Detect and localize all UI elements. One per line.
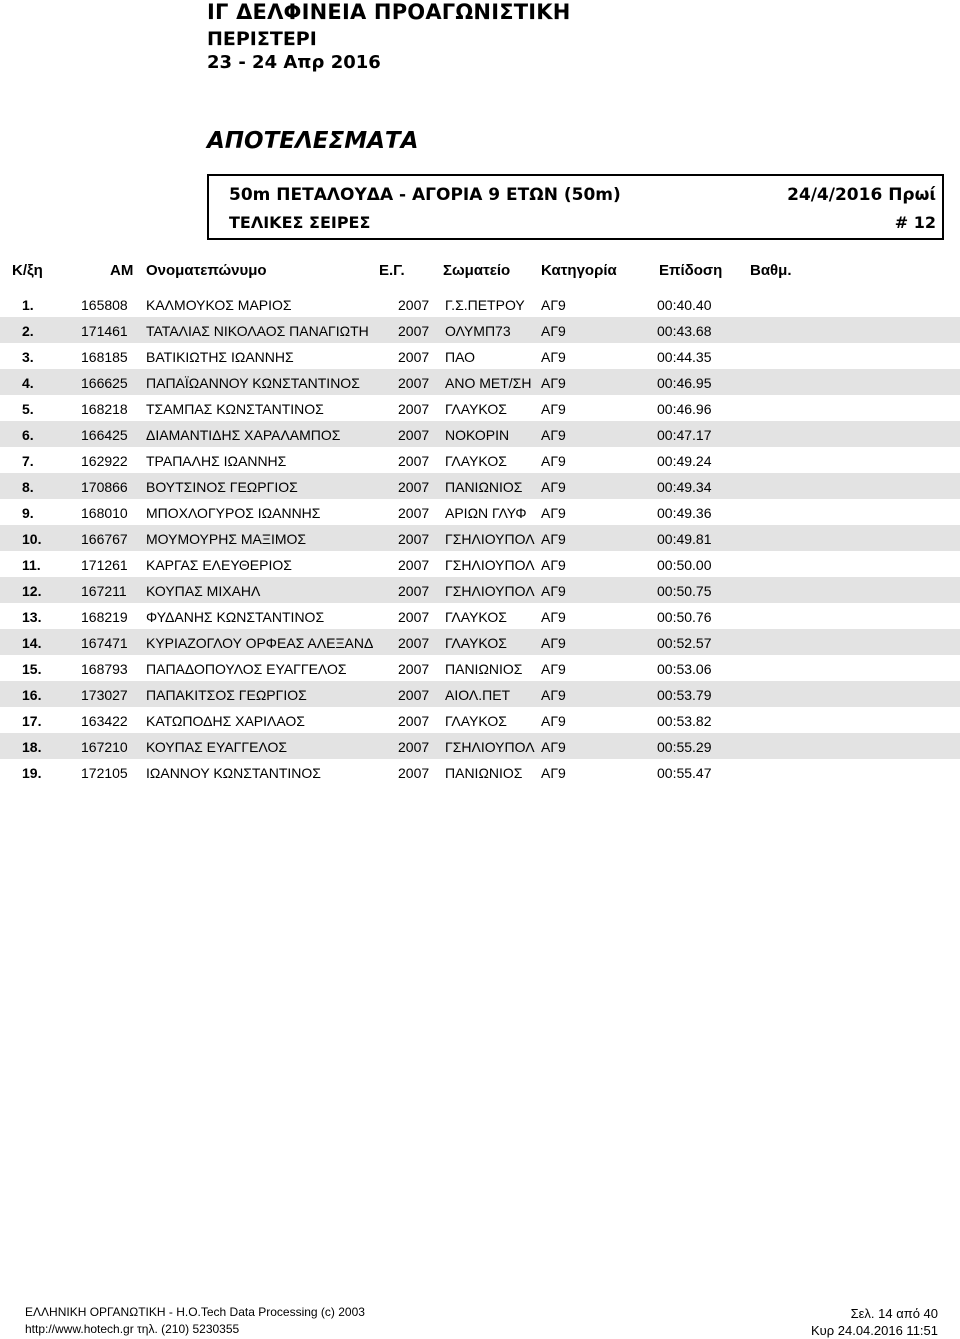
result-time: 00:52.57 [657,635,712,651]
club-name: ΓΛΑΥΚΟΣ [445,609,507,625]
birth-year: 2007 [398,297,430,313]
club-name: ΓΣΗΛΙΟΥΠΟΛ [445,739,535,755]
category: ΑΓ9 [541,479,566,495]
category: ΑΓ9 [541,713,566,729]
birth-year: 2007 [398,765,430,781]
category: ΑΓ9 [541,583,566,599]
athlete-id: 168218 [81,401,128,417]
birth-year: 2007 [398,687,430,703]
category: ΑΓ9 [541,401,566,417]
athlete-id: 166625 [81,375,128,391]
result-position: 7. [22,453,34,469]
athlete-id: 168793 [81,661,128,677]
birth-year: 2007 [398,583,430,599]
birth-year: 2007 [398,349,430,365]
birth-year: 2007 [398,531,430,547]
result-time: 00:46.95 [657,375,712,391]
result-position: 15. [22,661,42,677]
athlete-name: ΜΠΟΧΛΟΓΥΡΟΣ ΙΩΑΝΝΗΣ [146,505,321,521]
category: ΑΓ9 [541,297,566,313]
club-name: ΑΡΙΩΝ ΓΛΥΦ [445,505,527,521]
club-name: ΓΛΑΥΚΟΣ [445,401,507,417]
club-name: ΓΣΗΛΙΟΥΠΟΛ [445,583,535,599]
result-time: 00:55.29 [657,739,712,755]
birth-year: 2007 [398,635,430,651]
athlete-name: ΠΑΠΑΪΩΑΝΝΟΥ ΚΩΝΣΤΑΝΤΙΝΟΣ [146,375,360,391]
result-time: 00:50.75 [657,583,712,599]
birth-year: 2007 [398,427,430,443]
athlete-name: ΤΣΑΜΠΑΣ ΚΩΝΣΤΑΝΤΙΝΟΣ [146,401,324,417]
result-position: 16. [22,687,42,703]
table-row [0,525,960,551]
athlete-id: 172105 [81,765,128,781]
footer-org: ΕΛΛΗΝΙΚΗ ΟΡΓΑΝΩΤΙΚΗ - Η.Ο.Tech Data Processing (c) 2003 [25,1305,365,1319]
athlete-name: ΚΥΡΙΑΖΟΓΛΟΥ ΟΡΦΕΑΣ ΑΛΕΞΑΝΔ [146,635,374,651]
club-name: ΓΛΑΥΚΟΣ [445,635,507,651]
category: ΑΓ9 [541,635,566,651]
results-table [0,291,960,785]
athlete-id: 167210 [81,739,128,755]
result-time: 00:50.76 [657,609,712,625]
birth-year: 2007 [398,713,430,729]
table-row [0,603,960,629]
result-time: 00:49.36 [657,505,712,521]
club-name: ΠΑΟ [445,349,476,365]
event-box [207,174,944,240]
category: ΑΓ9 [541,661,566,677]
club-name: ΟΛΥΜΠ73 [445,323,511,339]
athlete-name: ΤΑΤΑΛΙΑΣ ΝΙΚΟΛΑΟΣ ΠΑΝΑΓΙΩΤΗ [146,323,369,339]
col-header-club: Σωματείο [443,262,511,279]
category: ΑΓ9 [541,765,566,781]
table-row [0,395,960,421]
table-row [0,551,960,577]
table-row [0,291,960,317]
result-time: 00:53.82 [657,713,712,729]
birth-year: 2007 [398,557,430,573]
category: ΑΓ9 [541,609,566,625]
result-position: 12. [22,583,42,599]
category: ΑΓ9 [541,427,566,443]
col-header-cat: Κατηγορία [541,262,617,279]
athlete-name: ΜΟΥΜΟΥΡΗΣ ΜΑΞΙΜΟΣ [146,531,307,547]
event-number: # 12 [894,213,936,232]
col-header-name: Ονοματεπώνυμο [146,262,267,279]
birth-year: 2007 [398,739,430,755]
event-title: 50m ΠΕΤΑΛΟΥΔΑ - ΑΓΟΡΙΑ 9 ΕΤΩΝ (50m) [229,185,621,205]
athlete-id: 162922 [81,453,128,469]
birth-year: 2007 [398,479,430,495]
result-time: 00:49.24 [657,453,712,469]
club-name: ΠΑΝΙΩΝΙΟΣ [445,765,523,781]
athlete-name: ΙΩΑΝΝΟΥ ΚΩΝΣΤΑΝΤΙΝΟΣ [146,765,321,781]
category: ΑΓ9 [541,349,566,365]
athlete-id: 166767 [81,531,128,547]
footer-contact: http://www.hotech.gr τηλ. (210) 5230355 [25,1322,240,1336]
table-row [0,577,960,603]
club-name: ΑΝΟ ΜΕΤ/ΣΗ [445,375,532,391]
athlete-name: ΚΟΥΠΑΣ ΜΙΧΑΗΛ [146,583,261,599]
athlete-name: ΚΑΛΜΟΥΚΟΣ ΜΑΡΙΟΣ [146,297,292,313]
athlete-name: ΦΥΔΑΝΗΣ ΚΩΝΣΤΑΝΤΙΝΟΣ [146,609,325,625]
result-time: 00:50.00 [657,557,712,573]
result-time: 00:43.68 [657,323,712,339]
table-row [0,499,960,525]
birth-year: 2007 [398,505,430,521]
result-position: 10. [22,531,42,547]
category: ΑΓ9 [541,453,566,469]
athlete-id: 168010 [81,505,128,521]
result-position: 5. [22,401,34,417]
col-header-pos: Κ/ξη [12,262,43,279]
athlete-id: 167211 [81,583,127,599]
club-name: ΓΣΗΛΙΟΥΠΟΛ [445,531,535,547]
category: ΑΓ9 [541,531,566,547]
result-position: 8. [22,479,34,495]
result-position: 3. [22,349,34,365]
athlete-id: 173027 [81,687,128,703]
athlete-id: 171261 [81,557,128,573]
club-name: ΑΙΟΛ.ΠΕΤ [445,687,511,703]
club-name: ΓΣΗΛΙΟΥΠΟΛ [445,557,535,573]
result-position: 14. [22,635,42,651]
club-name: Γ.Σ.ΠΕΤΡΟΥ [445,297,525,313]
table-row [0,447,960,473]
result-time: 00:53.06 [657,661,712,677]
table-row [0,733,960,759]
result-time: 00:46.96 [657,401,712,417]
meet-dates: 23 - 24 Απρ 2016 [207,52,381,73]
col-header-year: Ε.Γ. [379,262,405,279]
result-time: 00:53.79 [657,687,712,703]
athlete-name: ΚΑΤΩΠΟΔΗΣ ΧΑΡΙΛΑΟΣ [146,713,305,729]
athlete-name: ΒΑΤΙΚΙΩΤΗΣ ΙΩΑΝΝΗΣ [146,349,294,365]
table-row [0,681,960,707]
category: ΑΓ9 [541,323,566,339]
result-time: 00:49.34 [657,479,712,495]
birth-year: 2007 [398,375,430,391]
athlete-id: 167471 [81,635,128,651]
birth-year: 2007 [398,453,430,469]
birth-year: 2007 [398,323,430,339]
result-time: 00:44.35 [657,349,712,365]
result-position: 17. [22,713,42,729]
category: ΑΓ9 [541,739,566,755]
table-row [0,317,960,343]
table-row [0,421,960,447]
result-position: 11. [22,557,41,573]
table-row [0,629,960,655]
table-row [0,473,960,499]
athlete-id: 168185 [81,349,128,365]
category: ΑΓ9 [541,505,566,521]
result-position: 2. [22,323,34,339]
category: ΑΓ9 [541,557,566,573]
athlete-name: ΚΟΥΠΑΣ ΕΥΑΓΓΕΛΟΣ [146,739,288,755]
result-position: 1. [22,297,34,313]
club-name: ΠΑΝΙΩΝΙΟΣ [445,661,523,677]
athlete-name: ΠΑΠΑΚΙΤΣΟΣ ΓΕΩΡΓΙΟΣ [146,687,307,703]
table-row [0,707,960,733]
footer-page: Σελ. 14 από 40 [850,1306,938,1321]
athlete-name: ΤΡΑΠΑΛΗΣ ΙΩΑΝΝΗΣ [146,453,287,469]
birth-year: 2007 [398,401,430,417]
table-row [0,369,960,395]
athlete-id: 165808 [81,297,128,313]
club-name: ΓΛΑΥΚΟΣ [445,713,507,729]
table-row [0,343,960,369]
event-date: 24/4/2016 Πρωί [787,185,936,205]
athlete-id: 168219 [81,609,128,625]
athlete-id: 166425 [81,427,128,443]
result-position: 6. [22,427,34,443]
table-row [0,655,960,681]
result-position: 9. [22,505,34,521]
footer-printed: Κυρ 24.04.2016 11:51 [810,1323,938,1338]
athlete-name: ΒΟΥΤΣΙΝΟΣ ΓΕΩΡΓΙΟΣ [146,479,298,495]
result-position: 18. [22,739,42,755]
result-time: 00:49.81 [657,531,712,547]
athlete-id: 163422 [81,713,128,729]
club-name: ΝΟΚΟΡΙΝ [445,427,510,443]
col-header-points: Βαθμ. [750,262,792,279]
athlete-name: ΚΑΡΓΑΣ ΕΛΕΥΘΕΡΙΟΣ [146,557,292,573]
athlete-name: ΠΑΠΑΔΟΠΟΥΛΟΣ ΕΥΑΓΓΕΛΟΣ [146,661,347,677]
category: ΑΓ9 [541,687,566,703]
result-time: 00:55.47 [657,765,712,781]
club-name: ΠΑΝΙΩΝΙΟΣ [445,479,523,495]
result-position: 19. [22,765,42,781]
birth-year: 2007 [398,609,430,625]
club-name: ΓΛΑΥΚΟΣ [445,453,507,469]
section-title: ΑΠΟΤΕΛΕΣΜΑΤΑ [207,128,419,154]
result-time: 00:40.40 [657,297,712,313]
result-time: 00:47.17 [657,427,712,443]
col-header-time: Επίδοση [659,262,723,279]
athlete-name: ΔΙΑΜΑΝΤΙΔΗΣ ΧΑΡΑΛΑΜΠΟΣ [146,427,341,443]
athlete-id: 171461 [81,323,128,339]
result-position: 13. [22,609,42,625]
birth-year: 2007 [398,661,430,677]
meet-venue: ΠΕΡΙΣΤΕΡΙ [207,28,317,50]
col-header-id: ΑΜ [110,262,134,279]
result-position: 4. [22,375,34,391]
table-row [0,759,960,785]
meet-title: ΙΓ ΔΕΛΦΙΝΕΙΑ ΠΡΟΑΓΩΝΙΣΤΙΚΗ [207,0,571,24]
athlete-id: 170866 [81,479,128,495]
category: ΑΓ9 [541,375,566,391]
event-subtitle: ΤΕΛΙΚΕΣ ΣΕΙΡΕΣ [229,213,371,232]
